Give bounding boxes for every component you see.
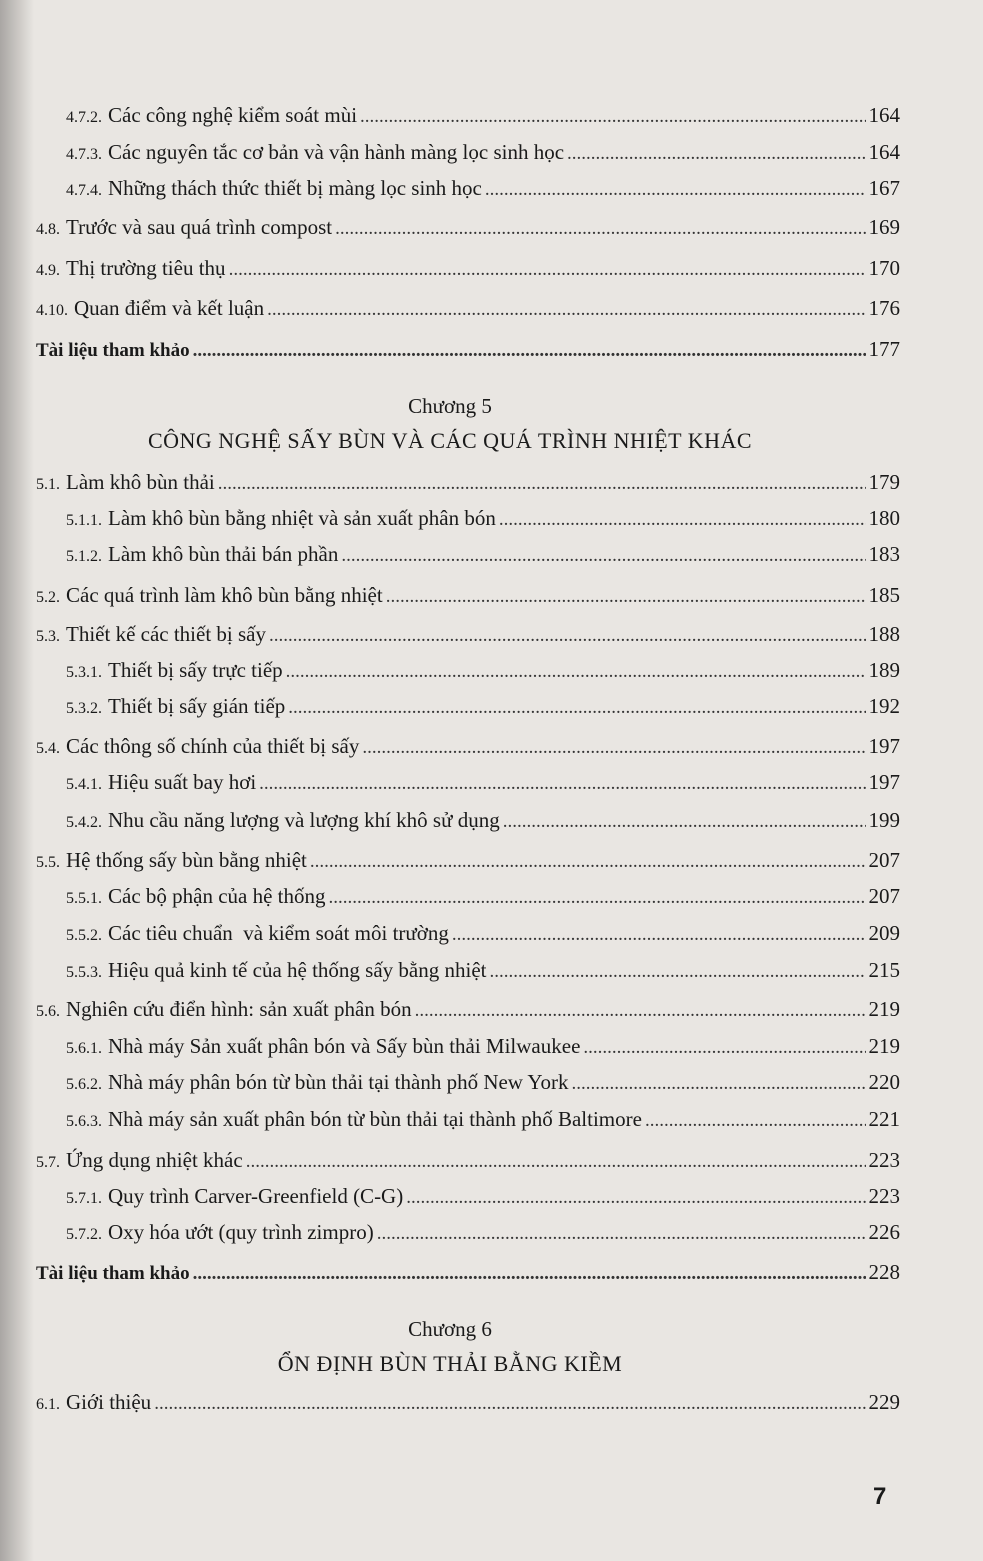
toc-entry-title: Các công nghệ kiểm soát mùi [108, 103, 358, 127]
toc-entry-page: 228 [868, 1260, 900, 1284]
toc-entry-number: 5.3.1. [66, 664, 102, 681]
toc-entry-page: 167 [868, 176, 900, 200]
toc-entry-number: 5.7.1. [66, 1190, 102, 1207]
toc-entry-number: 5.6.2. [66, 1076, 102, 1093]
toc-references[interactable] [36, 337, 900, 362]
leader-dots [246, 1151, 866, 1173]
toc-entry[interactable] [36, 622, 900, 647]
toc-entry-page: 207 [868, 884, 900, 908]
leader-dots [572, 1073, 866, 1095]
toc-entry-title: Quan điểm và kết luận [74, 296, 265, 320]
toc-entry[interactable] [36, 296, 900, 321]
page-number: 7 [873, 1483, 887, 1510]
chapter-title: ỔN ĐỊNH BÙN THẢI BẰNG KIỀM [277, 1351, 623, 1376]
toc-entry-title: Làm khô bùn thải [66, 470, 215, 494]
toc-entry-title: Trước và sau quá trình compost [66, 215, 333, 239]
toc-entry-page: 209 [868, 921, 900, 945]
toc-entry-page: 189 [868, 658, 900, 682]
toc-entry[interactable] [36, 997, 900, 1022]
leader-dots [335, 218, 865, 240]
toc-entry[interactable] [66, 1107, 900, 1132]
toc-entry-number: 4.7.2. [66, 109, 102, 126]
toc-entry-title: Nhà máy phân bón từ bùn thải tại thành phố New York [108, 1070, 569, 1094]
toc-entry-title: Tài liệu tham khảo [36, 340, 190, 361]
toc-entry-number: 5.1.1. [66, 512, 102, 529]
toc-entry-title: Thị trường tiêu thụ [66, 256, 226, 280]
toc-entry-number: 5.6.1. [66, 1040, 102, 1057]
toc-entry-number: 5.3.2. [66, 700, 102, 717]
toc-entry-title: Thiết bị sấy gián tiếp [108, 694, 286, 718]
leader-dots [193, 1263, 866, 1285]
leader-dots [406, 1187, 865, 1209]
toc-entry[interactable] [36, 734, 900, 759]
leader-dots [154, 1393, 865, 1415]
toc-entry-page: 176 [868, 296, 900, 320]
toc-entry-title: Những thách thức thiết bị màng lọc sinh học [108, 176, 482, 200]
toc-entry-page: 223 [868, 1148, 900, 1172]
toc-entry-number: 4.9. [36, 262, 60, 279]
toc-entry-page: 164 [868, 140, 900, 164]
toc-entry-page: 169 [868, 215, 900, 239]
toc-entry-number: 5.6.3. [66, 1113, 102, 1130]
toc-entry-title: Nhà máy sản xuất phân bón từ bùn thải tại thành phố Baltimore [108, 1107, 642, 1131]
toc-entry-number: 5.5.2. [66, 927, 102, 944]
toc-entry[interactable] [66, 176, 900, 201]
leader-dots [452, 924, 866, 946]
toc-entry[interactable] [36, 1390, 900, 1415]
leader-dots [645, 1110, 866, 1132]
toc-entry-page: 220 [868, 1070, 900, 1094]
toc-entry-title: Tài liệu tham khảo [36, 1263, 190, 1284]
toc-entry[interactable] [66, 1220, 900, 1245]
toc-entry[interactable] [36, 470, 900, 495]
leader-dots [269, 625, 865, 647]
toc-entry-number: 5.2. [36, 589, 60, 606]
toc-entry-page: 177 [868, 337, 900, 361]
toc-entry[interactable] [66, 808, 900, 833]
chapter-label: Chương 5 [408, 394, 492, 418]
leader-dots [329, 887, 866, 909]
leader-dots [360, 106, 865, 128]
toc-entry[interactable] [36, 583, 900, 608]
toc-entry-number: 5.4.1. [66, 776, 102, 793]
toc-entry-title: Quy trình Carver-Greenfield (C-G) [108, 1184, 404, 1208]
leader-dots [386, 586, 866, 608]
toc-entry-page: 219 [868, 997, 900, 1021]
leader-dots [485, 179, 866, 201]
toc-entry[interactable] [66, 658, 900, 683]
toc-entry[interactable] [66, 884, 900, 909]
toc-entry-number: 5.5. [36, 854, 60, 871]
toc-references[interactable] [36, 1260, 900, 1285]
toc-entry-page: 197 [868, 734, 900, 758]
toc-entry-title: Hệ thống sấy bùn bằng nhiệt [66, 848, 307, 872]
leader-dots [267, 299, 865, 321]
toc-entry-title: Giới thiệu [66, 1390, 152, 1414]
leader-dots [229, 259, 866, 281]
toc-entry-page: 170 [868, 256, 900, 280]
toc-entry-page: 223 [868, 1184, 900, 1208]
toc-entry-title: Các quá trình làm khô bùn bằng nhiệt [66, 583, 383, 607]
toc-entry-page: 221 [868, 1107, 900, 1131]
leader-dots [583, 1037, 865, 1059]
toc-entry-number: 5.4. [36, 740, 60, 757]
leader-dots [259, 773, 865, 795]
toc-entry-page: 219 [868, 1034, 900, 1058]
toc-entry-number: 6.1. [36, 1396, 60, 1413]
toc-entry-title: Hiệu suất bay hơi [108, 770, 257, 794]
toc-entry[interactable] [36, 1148, 900, 1173]
toc-entry-number: 5.6. [36, 1003, 60, 1020]
toc-entry-page: 185 [868, 583, 900, 607]
toc-entry-title: Nghiên cứu điển hình: sản xuất phân bón [66, 997, 412, 1021]
toc-entry-title: Nhà máy Sản xuất phân bón và Sấy bùn thải Milwaukee [108, 1034, 581, 1058]
leader-dots [286, 661, 866, 683]
leader-dots [503, 811, 866, 833]
toc-entry[interactable] [66, 694, 900, 719]
leader-dots [362, 737, 865, 759]
toc-entry-page: 188 [868, 622, 900, 646]
toc-entry-title: Các tiêu chuẩn và kiểm soát môi trường [108, 921, 449, 945]
toc-entry[interactable] [66, 140, 900, 165]
toc-entry[interactable] [66, 1070, 900, 1095]
toc-entry[interactable] [36, 256, 900, 281]
toc-entry[interactable] [36, 848, 900, 873]
toc-entry-number: 4.10. [36, 302, 68, 319]
toc-entry-number: 5.4.2. [66, 814, 102, 831]
leader-dots [415, 1000, 866, 1022]
toc-entry-page: 197 [868, 770, 900, 794]
leader-dots [341, 545, 865, 567]
toc-entry-page: 180 [868, 506, 900, 530]
toc-entry-page: 179 [868, 470, 900, 494]
toc-entry-title: Hiệu quả kinh tế của hệ thống sấy bằng nhiệt [108, 958, 487, 982]
toc-entry-title: Thiết kế các thiết bị sấy [66, 622, 267, 646]
toc-entry[interactable] [66, 1034, 900, 1059]
toc-entry-number: 4.8. [36, 221, 60, 238]
toc-entry[interactable] [66, 506, 900, 531]
toc-entry-page: 183 [868, 542, 900, 566]
leader-dots [310, 851, 866, 873]
toc-entry-number: 4.7.3. [66, 146, 102, 163]
toc-entry-page: 164 [868, 103, 900, 127]
leader-dots [218, 473, 866, 495]
toc-entry[interactable] [66, 103, 900, 128]
toc-entry[interactable] [66, 921, 900, 946]
toc-entry-number: 5.5.1. [66, 890, 102, 907]
chapter-title: CÔNG NGHỆ SẤY BÙN VÀ CÁC QUÁ TRÌNH NHIỆT KHÁC [147, 428, 753, 453]
toc-entry-number: 5.5.3. [66, 964, 102, 981]
toc-entry-page: 207 [868, 848, 900, 872]
toc-entry[interactable] [66, 542, 900, 567]
toc-entry[interactable] [66, 770, 900, 795]
toc-entry[interactable] [66, 1184, 900, 1209]
leader-dots [193, 340, 866, 362]
toc-entry-title: Thiết bị sấy trực tiếp [108, 658, 283, 682]
toc-entry-number: 5.3. [36, 628, 60, 645]
leader-dots [499, 509, 866, 531]
toc-entry-title: Nhu cầu năng lượng và lượng khí khô sử dụng [108, 808, 500, 832]
leader-dots [489, 961, 865, 983]
toc-entry-title: Các bộ phận của hệ thống [108, 884, 326, 908]
toc-entry-page: 226 [868, 1220, 900, 1244]
leader-dots [288, 697, 865, 719]
toc-entry[interactable] [36, 215, 900, 240]
toc-entry-page: 192 [868, 694, 900, 718]
toc-entry-number: 5.1. [36, 476, 60, 493]
toc-entry-title: Ứng dụng nhiệt khác [66, 1148, 243, 1172]
toc-entry-number: 5.1.2. [66, 548, 102, 565]
toc-entry-title: Oxy hóa ướt (quy trình zimpro) [108, 1220, 374, 1244]
toc-entry-title: Làm khô bùn thải bán phần [108, 542, 339, 566]
toc-entry[interactable] [66, 958, 900, 983]
toc-entry-number: 5.7. [36, 1154, 60, 1171]
toc-entry-title: Các nguyên tắc cơ bản và vận hành màng lọc sinh học [108, 140, 565, 164]
toc-entry-page: 229 [868, 1390, 900, 1414]
toc-entry-title: Làm khô bùn bằng nhiệt và sản xuất phân bón [108, 506, 496, 530]
chapter-label: Chương 6 [408, 1317, 492, 1341]
toc-entry-number: 5.7.2. [66, 1226, 102, 1243]
leader-dots [377, 1223, 866, 1245]
leader-dots [567, 143, 865, 165]
toc-entry-page: 215 [868, 958, 900, 982]
toc-entry-title: Các thông số chính của thiết bị sấy [66, 734, 360, 758]
toc-entry-number: 4.7.4. [66, 182, 102, 199]
toc-entry-page: 199 [868, 808, 900, 832]
